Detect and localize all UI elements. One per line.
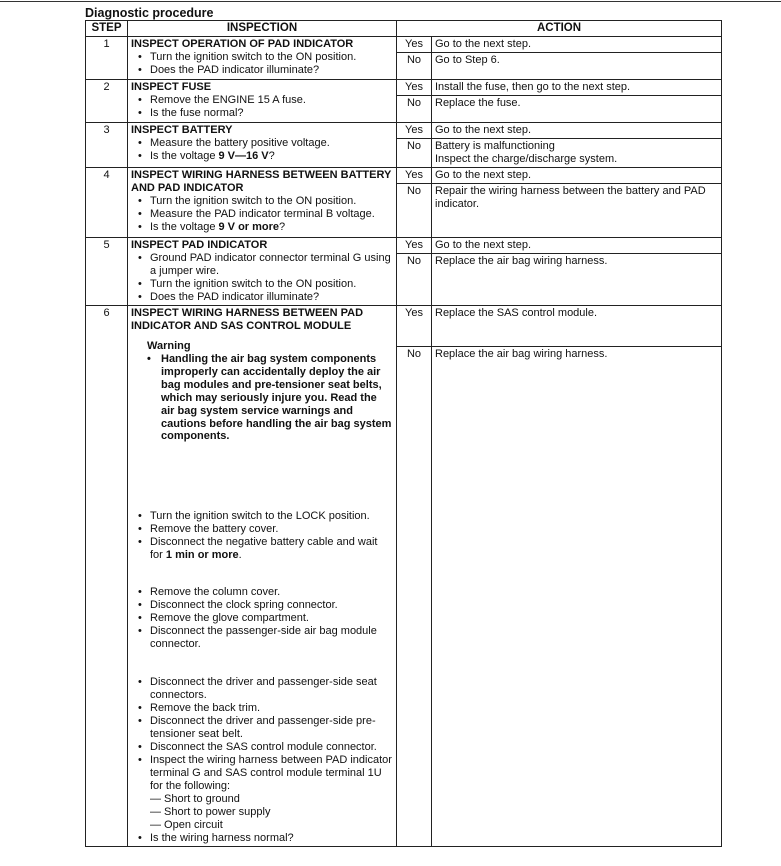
yes-action: Replace the SAS control module. <box>432 306 722 347</box>
table-row <box>86 37 722 53</box>
yes-label: Yes <box>397 80 432 96</box>
yes-label: Yes <box>397 238 432 254</box>
inspection-cell <box>128 238 397 306</box>
header-step: STEP <box>86 21 128 37</box>
top-rule <box>0 1 781 2</box>
list-item: • Ground PAD indicator connector terminal G using a jumper wire. <box>138 252 393 278</box>
yes-label: Yes <box>397 123 432 139</box>
list-item: • Does the PAD indicator illuminate? <box>138 64 393 77</box>
list-item: • Turn the ignition switch to the ON position. <box>138 51 393 64</box>
page-title: Diagnostic procedure <box>85 6 214 20</box>
list-item: • Remove the battery cover. <box>138 523 393 536</box>
list-item: • Measure the battery positive voltage. <box>138 137 393 150</box>
diagnostic-table <box>85 20 722 847</box>
list-item: • Disconnect the negative battery cable and wait for 1 min or more. <box>138 536 393 562</box>
no-action: Battery is malfunctioning Inspect the charge/discharge system. <box>432 139 722 168</box>
no-label: No <box>397 96 432 123</box>
inspection-title: INSPECT FUSE <box>131 81 212 93</box>
list-item: • Is the voltage 9 V or more? <box>138 221 393 234</box>
yes-label: Yes <box>397 168 432 184</box>
inspection-title: INSPECT PAD INDICATOR <box>131 239 268 251</box>
warning-box <box>131 333 393 443</box>
no-label: No <box>397 184 432 238</box>
list-item: • Is the voltage 9 V—16 V? <box>138 150 393 163</box>
list-item: • Inspect the wiring harness between PAD indicator terminal G and SAS control module terminal 1U for the following: — Short to ground — Short to power supply — Open circuit <box>138 754 393 832</box>
list-item: • Remove the ENGINE 15 A fuse. <box>138 94 393 107</box>
list-item: • Disconnect the driver and passenger-side pre-tensioner seat belt. <box>138 715 393 741</box>
sub-item: — Short to ground <box>150 793 240 806</box>
no-label: No <box>397 347 432 847</box>
step-number: 4 <box>86 168 128 238</box>
no-label: No <box>397 254 432 306</box>
table-row <box>86 168 722 184</box>
inspection-cell <box>128 306 397 847</box>
table-row <box>86 123 722 139</box>
no-action: Replace the air bag wiring harness. <box>432 347 722 847</box>
table-row <box>86 80 722 96</box>
header-inspection: INSPECTION <box>128 21 397 37</box>
table-row <box>86 238 722 254</box>
inspection-cell <box>128 168 397 238</box>
header-row <box>86 21 722 37</box>
list-item: • Remove the back trim. <box>138 702 393 715</box>
list-item: • Turn the ignition switch to the ON position. <box>138 195 393 208</box>
warning-text: • Handling the air bag system components improperly can accidentally deploy the air bag modules and pre-tensioner seat belts, which may seriously injure you. Read the air bag system service warnings and cautions before handling the air bag system components. <box>147 353 393 443</box>
inspection-title: INSPECT OPERATION OF PAD INDICATOR <box>131 38 354 50</box>
step-number: 1 <box>86 37 128 80</box>
list-item: • Disconnect the driver and passenger-side seat connectors. <box>138 676 393 702</box>
list-item: • Disconnect the clock spring connector. <box>138 599 393 612</box>
no-action: Replace the air bag wiring harness. <box>432 254 722 306</box>
inspection-title: INSPECT WIRING HARNESS BETWEEN PAD INDICATOR AND SAS CONTROL MODULE <box>131 307 364 332</box>
sub-item: — Open circuit <box>150 819 223 832</box>
list-item: • Measure the PAD indicator terminal B voltage. <box>138 208 393 221</box>
list-item: • Remove the column cover. <box>138 586 393 599</box>
yes-label: Yes <box>397 37 432 53</box>
sub-item: — Short to power supply <box>150 806 271 819</box>
list-item: • Is the fuse normal? <box>138 107 393 120</box>
inspection-title: INSPECT BATTERY <box>131 124 233 136</box>
yes-action: Go to the next step. <box>432 238 722 254</box>
list-item: • Turn the ignition switch to the LOCK position. <box>138 510 393 523</box>
inspection-cell <box>128 123 397 168</box>
no-action: Replace the fuse. <box>432 96 722 123</box>
step-number: 6 <box>86 306 128 847</box>
list-item: • Remove the glove compartment. <box>138 612 393 625</box>
step-number: 5 <box>86 238 128 306</box>
inspection-cell <box>128 37 397 80</box>
list-item: • Turn the ignition switch to the ON position. <box>138 278 393 291</box>
yes-label: Yes <box>397 306 432 347</box>
header-action: ACTION <box>397 21 722 37</box>
list-item: • Does the PAD indicator illuminate? <box>138 291 393 304</box>
yes-action: Go to the next step. <box>432 123 722 139</box>
step-number: 3 <box>86 123 128 168</box>
list-item: • Is the wiring harness normal? <box>138 832 393 845</box>
no-label: No <box>397 53 432 80</box>
list-item: • Disconnect the passenger-side air bag module connector. <box>138 625 393 651</box>
list-item: • Disconnect the SAS control module connector. <box>138 741 393 754</box>
warning-heading: Warning <box>147 340 191 352</box>
no-action: Repair the wiring harness between the battery and PAD indicator. <box>432 184 722 238</box>
yes-action: Install the fuse, then go to the next step. <box>432 80 722 96</box>
inspection-title: INSPECT WIRING HARNESS BETWEEN BATTERY AND PAD INDICATOR <box>131 169 392 194</box>
no-action: Go to Step 6. <box>432 53 722 80</box>
yes-action: Go to the next step. <box>432 168 722 184</box>
yes-action: Go to the next step. <box>432 37 722 53</box>
inspection-cell <box>128 80 397 123</box>
table-row <box>86 306 722 347</box>
no-label: No <box>397 139 432 168</box>
step-number: 2 <box>86 80 128 123</box>
